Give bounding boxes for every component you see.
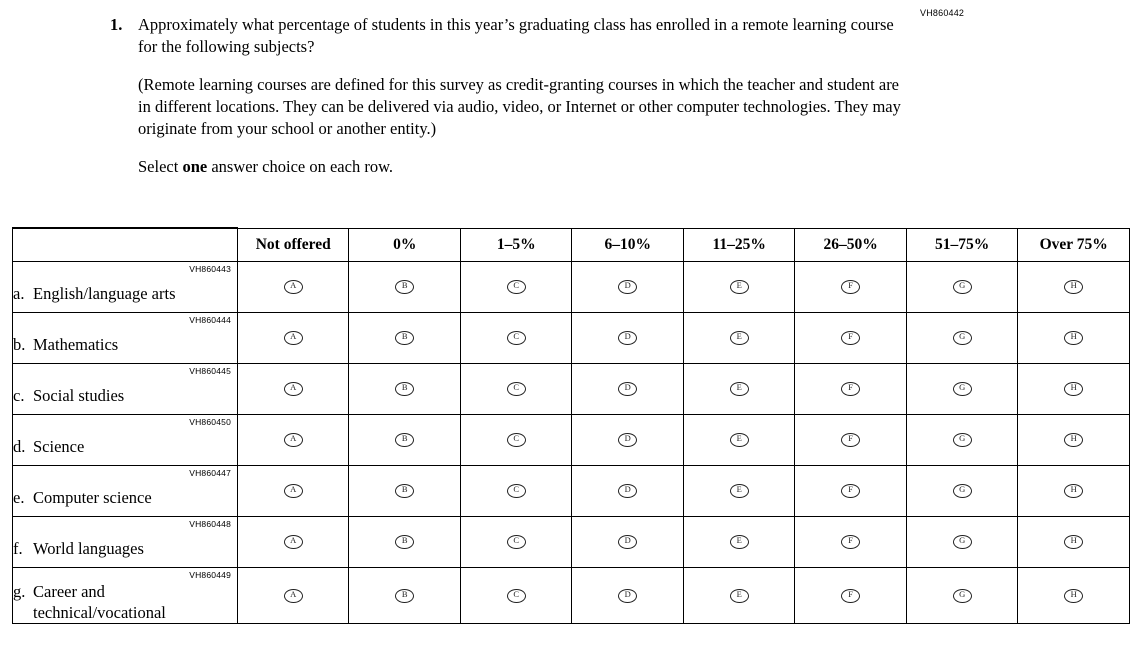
radio-bubble-letter: E — [736, 588, 742, 599]
radio-bubble-letter: D — [624, 484, 631, 495]
row-text: Career and technical/vocational — [33, 582, 166, 622]
row-item-code: VH860444 — [189, 315, 231, 325]
radio-bubble[interactable] — [1064, 382, 1083, 396]
radio-bubble-letter: H — [1070, 382, 1077, 393]
question-definition: (Remote learning courses are defined for this survey as credit-granting courses in which the teacher and student are in different locations. They can be delivered via audio, video, or Internet or other computer technologies. They may originate from your school or another entity.) — [138, 74, 901, 138]
radio-bubble-letter: F — [848, 280, 854, 291]
radio-bubble[interactable] — [395, 433, 414, 447]
radio-bubble-letter: D — [624, 535, 631, 546]
radio-option-5-7[interactable] — [906, 466, 1017, 517]
radio-bubble-letter: D — [624, 331, 631, 342]
radio-bubble-letter: A — [290, 433, 297, 444]
column-header-6-10: 6–10% — [572, 228, 683, 262]
question-block — [110, 14, 910, 178]
radio-bubble[interactable] — [284, 331, 303, 345]
radio-bubble-letter: A — [290, 535, 297, 546]
row-text: Mathematics — [33, 334, 119, 354]
radio-option-4-2[interactable] — [349, 415, 460, 466]
radio-bubble-letter: E — [736, 535, 742, 546]
row-letter: f. — [13, 538, 23, 558]
radio-bubble-letter: A — [290, 382, 297, 393]
row-item-code: VH860443 — [189, 264, 231, 274]
radio-option-6-8[interactable] — [1018, 517, 1130, 568]
radio-bubble[interactable] — [953, 535, 972, 549]
radio-option-7-2[interactable] — [349, 568, 460, 624]
radio-option-1-8[interactable] — [1018, 262, 1130, 313]
row-label — [13, 321, 237, 356]
radio-bubble-letter: B — [401, 484, 408, 495]
radio-bubble-letter: A — [290, 588, 297, 599]
radio-bubble[interactable] — [395, 382, 414, 396]
column-header-1-5: 1–5% — [460, 228, 571, 262]
radio-bubble[interactable] — [730, 589, 749, 603]
radio-bubble[interactable] — [1064, 433, 1083, 447]
response-matrix — [12, 227, 1130, 624]
question-stem: Approximately what percentage of students in this year’s graduating class has enrolled in a remote learning course for the following subjects? — [138, 15, 894, 56]
radio-option-2-6[interactable] — [795, 313, 906, 364]
radio-option-7-6[interactable] — [795, 568, 906, 624]
radio-bubble[interactable] — [507, 382, 526, 396]
radio-option-7-3[interactable] — [460, 568, 571, 624]
radio-bubble-letter: G — [959, 484, 966, 495]
radio-bubble-letter: E — [736, 382, 742, 393]
radio-option-6-6[interactable] — [795, 517, 906, 568]
radio-bubble[interactable] — [507, 484, 526, 498]
radio-option-1-2[interactable] — [349, 262, 460, 313]
radio-option-5-3[interactable] — [460, 466, 571, 517]
radio-option-7-8[interactable] — [1018, 568, 1130, 624]
radio-bubble-letter: F — [848, 433, 854, 444]
radio-option-6-2[interactable] — [349, 517, 460, 568]
radio-bubble-letter: C — [513, 382, 520, 393]
radio-bubble-letter: G — [959, 535, 966, 546]
radio-option-6-4[interactable] — [572, 517, 683, 568]
radio-option-2-4[interactable] — [572, 313, 683, 364]
radio-option-5-1[interactable] — [238, 466, 349, 517]
radio-option-5-8[interactable] — [1018, 466, 1130, 517]
radio-bubble[interactable] — [507, 589, 526, 603]
radio-bubble-letter: G — [959, 331, 966, 342]
radio-bubble[interactable] — [841, 382, 860, 396]
radio-bubble[interactable] — [1064, 280, 1083, 294]
instruction-suffix: answer choice on each row. — [207, 156, 394, 176]
table-row — [13, 466, 1130, 517]
radio-option-5-6[interactable] — [795, 466, 906, 517]
radio-option-7-1[interactable] — [238, 568, 349, 624]
radio-bubble-letter: E — [736, 331, 742, 342]
radio-bubble[interactable] — [507, 331, 526, 345]
radio-bubble[interactable] — [841, 484, 860, 498]
radio-bubble[interactable] — [730, 433, 749, 447]
column-header-not-offered: Not offered — [238, 228, 349, 262]
radio-bubble[interactable] — [841, 589, 860, 603]
radio-option-7-7[interactable] — [906, 568, 1017, 624]
radio-bubble[interactable] — [507, 280, 526, 294]
radio-option-2-5[interactable] — [683, 313, 794, 364]
radio-bubble-letter: E — [736, 280, 742, 291]
radio-option-4-5[interactable] — [683, 415, 794, 466]
radio-option-1-6[interactable] — [795, 262, 906, 313]
radio-bubble-letter: D — [624, 280, 631, 291]
row-letter: d. — [13, 436, 26, 456]
radio-option-3-6[interactable] — [795, 364, 906, 415]
column-header-51-75: 51–75% — [906, 228, 1017, 262]
radio-bubble[interactable] — [618, 433, 637, 447]
radio-bubble[interactable] — [1064, 484, 1083, 498]
radio-bubble[interactable] — [284, 484, 303, 498]
radio-option-1-5[interactable] — [683, 262, 794, 313]
question-stem-row — [110, 14, 910, 58]
radio-bubble[interactable] — [730, 280, 749, 294]
radio-bubble-letter: C — [513, 535, 520, 546]
row-text: Science — [33, 436, 85, 456]
radio-option-3-2[interactable] — [349, 364, 460, 415]
row-label — [13, 474, 237, 509]
radio-bubble-letter: E — [736, 484, 742, 495]
radio-bubble-letter: C — [513, 484, 520, 495]
radio-bubble-letter: B — [401, 280, 408, 291]
radio-bubble[interactable] — [953, 433, 972, 447]
table-row — [13, 568, 1130, 624]
radio-bubble-letter: E — [736, 433, 742, 444]
radio-bubble-letter: B — [401, 331, 408, 342]
radio-bubble[interactable] — [730, 331, 749, 345]
radio-option-3-7[interactable] — [906, 364, 1017, 415]
radio-bubble-letter: H — [1070, 280, 1077, 291]
radio-option-7-4[interactable] — [572, 568, 683, 624]
row-letter: g. — [13, 582, 26, 601]
row-label-cell — [13, 517, 238, 568]
instruction-emphasis: one — [182, 156, 208, 176]
radio-bubble-letter: G — [959, 280, 966, 291]
row-letter: e. — [13, 487, 25, 507]
radio-bubble-letter: F — [848, 331, 854, 342]
row-label-cell — [13, 466, 238, 517]
row-label-cell — [13, 313, 238, 364]
radio-bubble[interactable] — [1064, 331, 1083, 345]
radio-option-2-1[interactable] — [238, 313, 349, 364]
radio-bubble-letter: D — [624, 382, 631, 393]
row-letter: a. — [13, 283, 25, 303]
row-label-cell — [13, 262, 238, 313]
radio-bubble[interactable] — [953, 280, 972, 294]
radio-bubble[interactable] — [841, 280, 860, 294]
column-header-0: 0% — [349, 228, 460, 262]
row-label — [13, 525, 237, 560]
row-letter: b. — [13, 334, 26, 354]
row-text: Social studies — [33, 385, 125, 405]
column-header-11-25: 11–25% — [683, 228, 794, 262]
radio-bubble-letter: F — [848, 535, 854, 546]
radio-bubble[interactable] — [953, 331, 972, 345]
radio-bubble[interactable] — [284, 382, 303, 396]
radio-bubble-letter: G — [959, 433, 966, 444]
radio-bubble-letter: G — [959, 588, 966, 599]
row-item-code: VH860447 — [189, 468, 231, 478]
radio-bubble[interactable] — [1064, 535, 1083, 549]
radio-bubble[interactable] — [395, 535, 414, 549]
radio-bubble[interactable] — [953, 382, 972, 396]
matrix-header-row — [13, 228, 1130, 262]
radio-bubble[interactable] — [618, 331, 637, 345]
radio-bubble[interactable] — [730, 535, 749, 549]
radio-bubble-letter: F — [848, 588, 854, 599]
matrix-corner-header — [13, 228, 238, 262]
radio-bubble[interactable] — [284, 589, 303, 603]
radio-option-4-4[interactable] — [572, 415, 683, 466]
radio-bubble[interactable] — [284, 433, 303, 447]
radio-option-5-2[interactable] — [349, 466, 460, 517]
radio-bubble[interactable] — [395, 331, 414, 345]
row-label — [13, 423, 237, 458]
radio-option-4-3[interactable] — [460, 415, 571, 466]
radio-option-5-5[interactable] — [683, 466, 794, 517]
radio-bubble[interactable] — [395, 280, 414, 294]
radio-option-2-3[interactable] — [460, 313, 571, 364]
radio-bubble-letter: B — [401, 588, 408, 599]
row-label — [13, 270, 237, 305]
radio-option-4-7[interactable] — [906, 415, 1017, 466]
radio-bubble[interactable] — [284, 535, 303, 549]
radio-option-1-1[interactable] — [238, 262, 349, 313]
table-row — [13, 313, 1130, 364]
radio-bubble[interactable] — [395, 484, 414, 498]
radio-option-3-3[interactable] — [460, 364, 571, 415]
radio-bubble-letter: C — [513, 588, 520, 599]
radio-bubble-letter: D — [624, 433, 631, 444]
column-header-26-50: 26–50% — [795, 228, 906, 262]
radio-bubble[interactable] — [841, 535, 860, 549]
radio-option-1-4[interactable] — [572, 262, 683, 313]
radio-bubble-letter: H — [1070, 535, 1077, 546]
page-item-code: VH860442 — [920, 8, 965, 18]
radio-bubble[interactable] — [284, 280, 303, 294]
table-row — [13, 262, 1130, 313]
radio-bubble[interactable] — [953, 589, 972, 603]
row-label — [13, 372, 237, 407]
radio-option-3-5[interactable] — [683, 364, 794, 415]
question-number: 1. — [110, 15, 123, 34]
table-row — [13, 364, 1130, 415]
table-row — [13, 517, 1130, 568]
radio-bubble[interactable] — [507, 433, 526, 447]
radio-bubble-letter: A — [290, 484, 297, 495]
radio-bubble-letter: C — [513, 331, 520, 342]
radio-bubble[interactable] — [618, 280, 637, 294]
radio-bubble[interactable] — [507, 535, 526, 549]
radio-bubble-letter: C — [513, 433, 520, 444]
radio-bubble[interactable] — [618, 484, 637, 498]
radio-option-6-5[interactable] — [683, 517, 794, 568]
row-item-code: VH860449 — [189, 570, 231, 580]
radio-bubble-letter: A — [290, 331, 297, 342]
radio-option-5-4[interactable] — [572, 466, 683, 517]
radio-option-2-7[interactable] — [906, 313, 1017, 364]
radio-bubble-letter: G — [959, 382, 966, 393]
row-letter: c. — [13, 385, 25, 405]
radio-option-1-3[interactable] — [460, 262, 571, 313]
radio-bubble[interactable] — [1064, 589, 1083, 603]
radio-option-6-1[interactable] — [238, 517, 349, 568]
radio-bubble[interactable] — [395, 589, 414, 603]
radio-bubble-letter: B — [401, 433, 408, 444]
radio-bubble-letter: F — [848, 382, 854, 393]
row-item-code: VH860448 — [189, 519, 231, 529]
radio-option-4-8[interactable] — [1018, 415, 1130, 466]
radio-bubble[interactable] — [618, 535, 637, 549]
radio-bubble[interactable] — [618, 382, 637, 396]
row-text: World languages — [33, 538, 144, 558]
radio-bubble[interactable] — [841, 433, 860, 447]
row-item-code: VH860450 — [189, 417, 231, 427]
question-instruction — [138, 156, 910, 178]
radio-option-3-4[interactable] — [572, 364, 683, 415]
radio-option-3-1[interactable] — [238, 364, 349, 415]
radio-bubble-letter: F — [848, 484, 854, 495]
radio-bubble-letter: H — [1070, 588, 1077, 599]
radio-bubble-letter: B — [401, 535, 408, 546]
radio-bubble-letter: B — [401, 382, 408, 393]
radio-bubble-letter: H — [1070, 484, 1077, 495]
radio-option-6-3[interactable] — [460, 517, 571, 568]
radio-option-1-7[interactable] — [906, 262, 1017, 313]
instruction-prefix: Select — [138, 156, 183, 176]
row-label-cell — [13, 415, 238, 466]
row-text: English/language arts — [33, 283, 176, 303]
radio-option-2-8[interactable] — [1018, 313, 1130, 364]
row-item-code: VH860445 — [189, 366, 231, 376]
radio-option-2-2[interactable] — [349, 313, 460, 364]
radio-bubble[interactable] — [618, 589, 637, 603]
radio-option-4-1[interactable] — [238, 415, 349, 466]
radio-option-3-8[interactable] — [1018, 364, 1130, 415]
radio-bubble-letter: H — [1070, 331, 1077, 342]
radio-bubble-letter: C — [513, 280, 520, 291]
table-row — [13, 415, 1130, 466]
radio-bubble-letter: H — [1070, 433, 1077, 444]
radio-bubble[interactable] — [730, 484, 749, 498]
row-label-cell — [13, 364, 238, 415]
radio-bubble-letter: D — [624, 588, 631, 599]
radio-bubble[interactable] — [841, 331, 860, 345]
column-header-over-75: Over 75% — [1018, 228, 1130, 262]
radio-option-6-7[interactable] — [906, 517, 1017, 568]
radio-option-4-6[interactable] — [795, 415, 906, 466]
row-text: Computer science — [33, 487, 152, 507]
radio-bubble[interactable] — [953, 484, 972, 498]
radio-bubble[interactable] — [730, 382, 749, 396]
radio-option-7-5[interactable] — [683, 568, 794, 624]
row-label-cell — [13, 568, 238, 624]
radio-bubble-letter: A — [290, 280, 297, 291]
